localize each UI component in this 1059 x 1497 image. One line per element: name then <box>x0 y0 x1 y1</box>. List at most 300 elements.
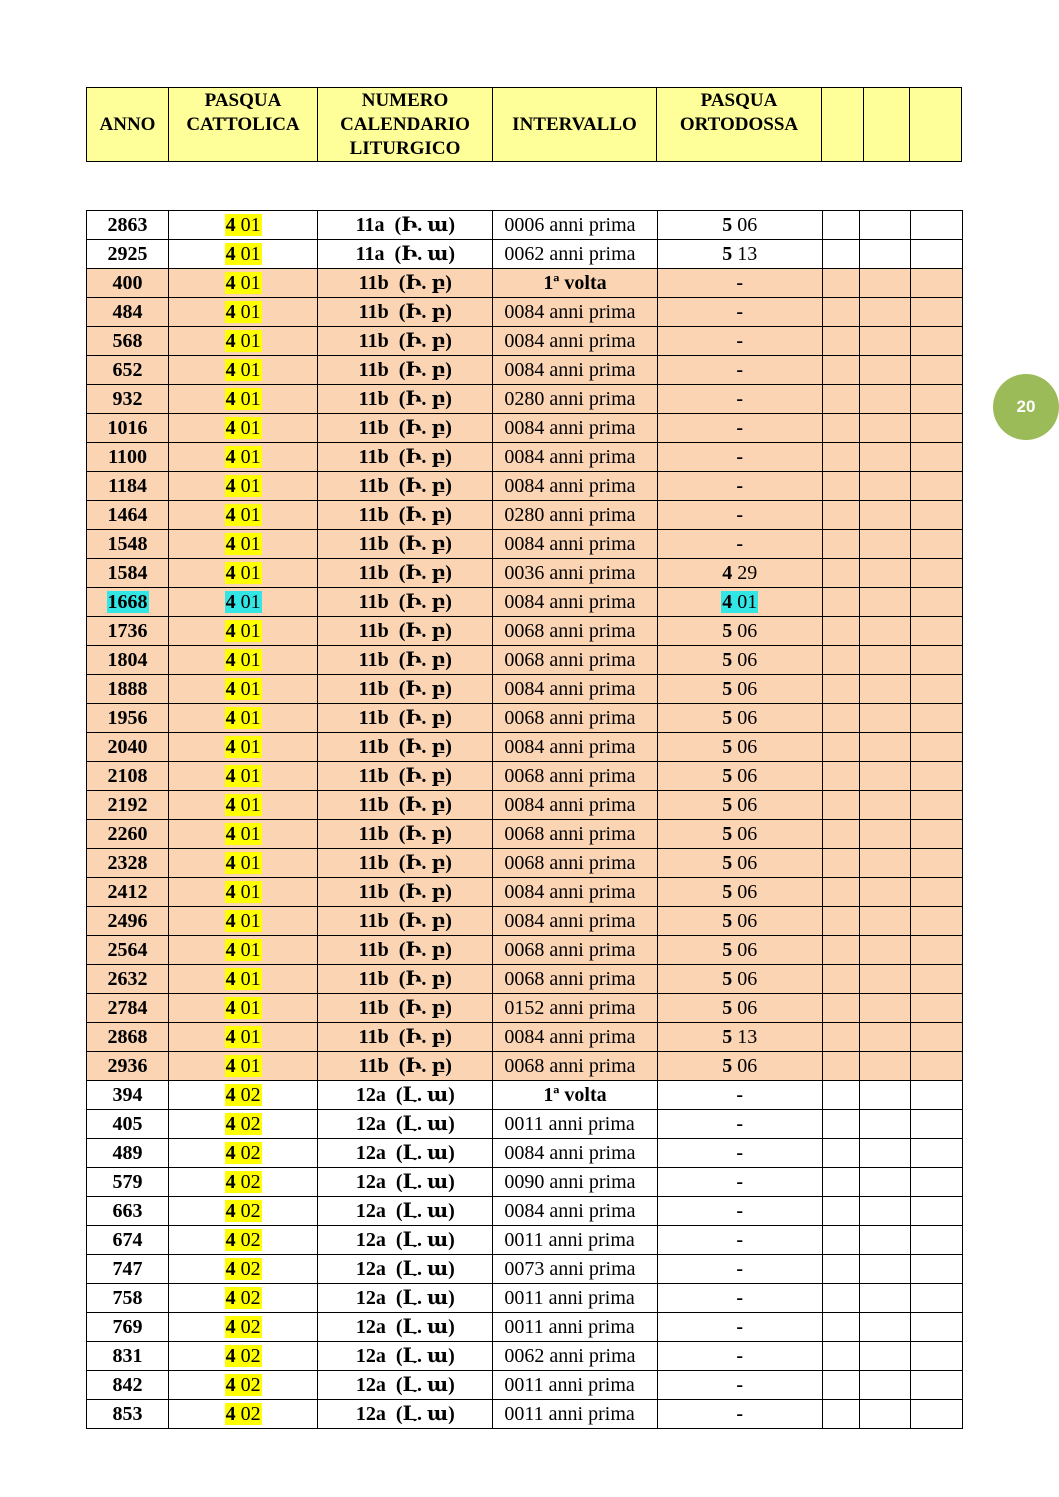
empty-cell <box>910 907 962 936</box>
pasqua-ortodossa-cell: 5 06 <box>657 878 822 907</box>
calendario-cell: 12a (Լ. ա) <box>318 1400 493 1429</box>
empty-cell <box>910 559 962 588</box>
empty-cell <box>859 1168 910 1197</box>
empty-cell <box>910 1081 962 1110</box>
intervallo-cell: 0068 anni prima <box>493 646 657 675</box>
empty-cell <box>910 1110 962 1139</box>
intervallo-cell: 0011 anni prima <box>493 1400 657 1429</box>
header-anno: ANNO <box>87 88 169 162</box>
anno-cell: 2108 <box>87 762 169 791</box>
pasqua-cattolica-cell: 4 01 <box>169 1052 318 1081</box>
pasqua-cattolica-cell: 4 01 <box>169 530 318 559</box>
anno-cell: 484 <box>87 298 169 327</box>
pasqua-cattolica-cell: 4 01 <box>169 791 318 820</box>
calendario-cell: 11b (Ի. բ) <box>318 762 493 791</box>
empty-cell <box>822 965 859 994</box>
table-row <box>87 1255 963 1284</box>
anno-cell: 394 <box>87 1081 169 1110</box>
empty-cell <box>910 356 962 385</box>
pasqua-ortodossa-cell: 5 13 <box>657 240 822 269</box>
header-numero-calendario: NUMERO CALENDARIO LITURGICO <box>318 88 493 162</box>
empty-cell <box>910 472 962 501</box>
calendario-cell: 11b (Ի. բ) <box>318 965 493 994</box>
empty-cell <box>859 617 910 646</box>
anno-cell: 758 <box>87 1284 169 1313</box>
empty-cell <box>822 849 859 878</box>
table-row <box>87 1139 963 1168</box>
pasqua-ortodossa-cell: 5 06 <box>657 907 822 936</box>
pasqua-ortodossa-cell: 5 06 <box>657 646 822 675</box>
anno-cell: 831 <box>87 1342 169 1371</box>
pasqua-ortodossa-cell: 5 06 <box>657 762 822 791</box>
empty-cell <box>822 994 859 1023</box>
empty-cell <box>822 646 859 675</box>
pasqua-ortodossa-cell: 5 06 <box>657 704 822 733</box>
empty-cell <box>910 588 962 617</box>
anno-cell: 674 <box>87 1226 169 1255</box>
header-intervallo: INTERVALLO <box>493 88 657 162</box>
pasqua-cattolica-cell: 4 01 <box>169 704 318 733</box>
anno-cell: 2936 <box>87 1052 169 1081</box>
intervallo-cell: 0068 anni prima <box>493 820 657 849</box>
calendario-cell: 11b (Ի. բ) <box>318 791 493 820</box>
empty-cell <box>822 211 859 240</box>
calendario-cell: 11b (Ի. բ) <box>318 936 493 965</box>
empty-cell <box>859 1139 910 1168</box>
header-pasqua-cattolica: PASQUA CATTOLICA <box>169 88 318 162</box>
pasqua-ortodossa-cell: 4 01 <box>657 588 822 617</box>
calendario-cell: 11b (Ի. բ) <box>318 733 493 762</box>
calendario-cell: 11b (Ի. բ) <box>318 849 493 878</box>
table-row <box>87 1400 963 1429</box>
table-row <box>87 791 963 820</box>
calendario-cell: 11b (Ի. բ) <box>318 994 493 1023</box>
anno-cell: 2192 <box>87 791 169 820</box>
intervallo-cell: 0011 anni prima <box>493 1313 657 1342</box>
intervallo-cell: 0068 anni prima <box>493 965 657 994</box>
calendario-cell: 11b (Ի. բ) <box>318 472 493 501</box>
pasqua-ortodossa-cell: - <box>657 501 822 530</box>
page-number-badge: 20 <box>993 374 1059 440</box>
empty-cell <box>859 269 910 298</box>
pasqua-ortodossa-cell: 5 06 <box>657 211 822 240</box>
table-row <box>87 1168 963 1197</box>
calendario-cell: 12a (Լ. ա) <box>318 1255 493 1284</box>
empty-cell <box>910 1168 962 1197</box>
pasqua-ortodossa-cell: 5 06 <box>657 965 822 994</box>
empty-cell <box>910 414 962 443</box>
pasqua-cattolica-cell: 4 02 <box>169 1168 318 1197</box>
empty-cell <box>822 269 859 298</box>
table-row <box>87 472 963 501</box>
pasqua-ortodossa-cell: 5 06 <box>657 733 822 762</box>
anno-cell: 2632 <box>87 965 169 994</box>
empty-cell <box>822 298 859 327</box>
anno-cell: 747 <box>87 1255 169 1284</box>
intervallo-cell: 0068 anni prima <box>493 617 657 646</box>
table-row <box>87 1284 963 1313</box>
empty-cell <box>910 820 962 849</box>
empty-cell <box>822 733 859 762</box>
calendario-cell: 11b (Ի. բ) <box>318 1052 493 1081</box>
table-row <box>87 1052 963 1081</box>
pasqua-cattolica-cell: 4 01 <box>169 356 318 385</box>
anno-cell: 2260 <box>87 820 169 849</box>
intervallo-cell: 0084 anni prima <box>493 907 657 936</box>
anno-cell: 932 <box>87 385 169 414</box>
empty-cell <box>859 704 910 733</box>
empty-cell <box>822 559 859 588</box>
intervallo-cell: 0084 anni prima <box>493 733 657 762</box>
pasqua-ortodossa-cell: - <box>657 1081 822 1110</box>
anno-cell: 1804 <box>87 646 169 675</box>
empty-cell <box>822 443 859 472</box>
empty-cell <box>859 1081 910 1110</box>
pasqua-ortodossa-cell: 5 06 <box>657 936 822 965</box>
empty-cell <box>859 994 910 1023</box>
pasqua-ortodossa-cell: - <box>657 1284 822 1313</box>
empty-cell <box>859 327 910 356</box>
pasqua-ortodossa-cell: - <box>657 269 822 298</box>
calendario-cell: 11b (Ի. բ) <box>318 298 493 327</box>
empty-cell <box>859 1197 910 1226</box>
table-row <box>87 1197 963 1226</box>
pasqua-cattolica-cell: 4 01 <box>169 385 318 414</box>
anno-cell: 2328 <box>87 849 169 878</box>
anno-cell: 1888 <box>87 675 169 704</box>
anno-cell: 2784 <box>87 994 169 1023</box>
pasqua-cattolica-cell: 4 01 <box>169 240 318 269</box>
pasqua-cattolica-cell: 4 01 <box>169 472 318 501</box>
intervallo-cell: 0084 anni prima <box>493 298 657 327</box>
empty-cell <box>822 1139 859 1168</box>
pasqua-cattolica-cell: 4 02 <box>169 1400 318 1429</box>
intervallo-cell: 0062 anni prima <box>493 240 657 269</box>
table-row <box>87 356 963 385</box>
anno-cell: 2925 <box>87 240 169 269</box>
pasqua-cattolica-cell: 4 01 <box>169 965 318 994</box>
anno-cell: 405 <box>87 1110 169 1139</box>
anno-cell: 1736 <box>87 617 169 646</box>
empty-cell <box>859 298 910 327</box>
calendario-cell: 11b (Ի. բ) <box>318 1023 493 1052</box>
empty-cell <box>910 530 962 559</box>
empty-cell <box>859 820 910 849</box>
pasqua-ortodossa-cell: - <box>657 414 822 443</box>
empty-cell <box>822 530 859 559</box>
header-pasqua-ortodossa: PASQUA ORTODOSSA <box>657 88 822 162</box>
table-row <box>87 327 963 356</box>
empty-cell <box>859 965 910 994</box>
empty-cell <box>822 240 859 269</box>
table-row <box>87 1023 963 1052</box>
intervallo-cell: 0068 anni prima <box>493 849 657 878</box>
table-row <box>87 298 963 327</box>
empty-cell <box>822 1255 859 1284</box>
pasqua-ortodossa-cell: - <box>657 298 822 327</box>
table-row <box>87 849 963 878</box>
pasqua-ortodossa-cell: - <box>657 1400 822 1429</box>
anno-cell: 2040 <box>87 733 169 762</box>
empty-cell <box>859 356 910 385</box>
empty-cell <box>910 994 962 1023</box>
pasqua-cattolica-cell: 4 02 <box>169 1139 318 1168</box>
empty-cell <box>859 1313 910 1342</box>
empty-cell <box>859 472 910 501</box>
table-row <box>87 240 963 269</box>
table-row <box>87 1371 963 1400</box>
calendario-cell: 12a (Լ. ա) <box>318 1168 493 1197</box>
calendario-cell: 12a (Լ. ա) <box>318 1313 493 1342</box>
intervallo-cell: 0073 anni prima <box>493 1255 657 1284</box>
table-row <box>87 617 963 646</box>
empty-cell <box>859 1342 910 1371</box>
intervallo-cell: 0011 anni prima <box>493 1110 657 1139</box>
calendario-cell: 12a (Լ. ա) <box>318 1081 493 1110</box>
table-row <box>87 762 963 791</box>
anno-cell: 853 <box>87 1400 169 1429</box>
pasqua-ortodossa-cell: - <box>657 1168 822 1197</box>
easter-table <box>86 210 963 1429</box>
calendario-cell: 11b (Ի. բ) <box>318 588 493 617</box>
pasqua-cattolica-cell: 4 01 <box>169 878 318 907</box>
pasqua-ortodossa-cell: 5 06 <box>657 675 822 704</box>
empty-cell <box>822 907 859 936</box>
table-row <box>87 965 963 994</box>
pasqua-ortodossa-cell: - <box>657 1342 822 1371</box>
calendario-cell: 12a (Լ. ա) <box>318 1284 493 1313</box>
empty-cell <box>859 907 910 936</box>
calendario-cell: 11b (Ի. բ) <box>318 385 493 414</box>
empty-cell <box>910 1313 962 1342</box>
anno-cell: 579 <box>87 1168 169 1197</box>
empty-cell <box>822 936 859 965</box>
pasqua-ortodossa-cell: - <box>657 1139 822 1168</box>
empty-cell <box>859 414 910 443</box>
empty-cell <box>822 356 859 385</box>
pasqua-cattolica-cell: 4 01 <box>169 646 318 675</box>
intervallo-cell: 0084 anni prima <box>493 327 657 356</box>
empty-cell <box>910 1400 962 1429</box>
empty-cell <box>910 1255 962 1284</box>
intervallo-cell: 0084 anni prima <box>493 1023 657 1052</box>
intervallo-cell: 0084 anni prima <box>493 443 657 472</box>
empty-cell <box>910 965 962 994</box>
anno-cell: 400 <box>87 269 169 298</box>
empty-cell <box>859 849 910 878</box>
empty-cell <box>910 849 962 878</box>
pasqua-cattolica-cell: 4 01 <box>169 820 318 849</box>
empty-cell <box>822 1081 859 1110</box>
table-row <box>87 820 963 849</box>
empty-cell <box>910 733 962 762</box>
empty-cell <box>910 704 962 733</box>
pasqua-cattolica-cell: 4 01 <box>169 907 318 936</box>
empty-cell <box>822 1371 859 1400</box>
pasqua-cattolica-cell: 4 01 <box>169 414 318 443</box>
intervallo-cell: 0068 anni prima <box>493 762 657 791</box>
intervallo-cell: 0084 anni prima <box>493 530 657 559</box>
anno-cell: 2412 <box>87 878 169 907</box>
anno-cell: 568 <box>87 327 169 356</box>
table-row <box>87 675 963 704</box>
table-row <box>87 704 963 733</box>
pasqua-cattolica-cell: 4 02 <box>169 1197 318 1226</box>
pasqua-cattolica-cell: 4 01 <box>169 617 318 646</box>
calendario-cell: 11a (Ի. ա) <box>318 240 493 269</box>
table-row <box>87 733 963 762</box>
table-row <box>87 1342 963 1371</box>
empty-cell <box>859 791 910 820</box>
empty-cell <box>822 472 859 501</box>
empty-cell <box>910 1052 962 1081</box>
empty-cell <box>910 878 962 907</box>
table-row <box>87 936 963 965</box>
empty-cell <box>910 1342 962 1371</box>
pasqua-ortodossa-cell: - <box>657 1197 822 1226</box>
table-row <box>87 269 963 298</box>
table-row <box>87 211 963 240</box>
empty-cell <box>822 675 859 704</box>
table-row <box>87 1226 963 1255</box>
empty-cell <box>859 443 910 472</box>
empty-cell <box>859 240 910 269</box>
empty-cell <box>910 791 962 820</box>
empty-cell <box>910 762 962 791</box>
calendario-cell: 12a (Լ. ա) <box>318 1110 493 1139</box>
header-table <box>86 87 962 162</box>
pasqua-ortodossa-cell: - <box>657 530 822 559</box>
pasqua-cattolica-cell: 4 01 <box>169 1023 318 1052</box>
anno-cell: 1584 <box>87 559 169 588</box>
empty-cell <box>822 1284 859 1313</box>
empty-cell <box>822 501 859 530</box>
pasqua-cattolica-cell: 4 02 <box>169 1226 318 1255</box>
empty-cell <box>910 327 962 356</box>
empty-cell <box>822 1400 859 1429</box>
pasqua-ortodossa-cell: 5 06 <box>657 617 822 646</box>
pasqua-ortodossa-cell: - <box>657 1226 822 1255</box>
table-row <box>87 501 963 530</box>
empty-cell <box>859 385 910 414</box>
empty-cell <box>822 1168 859 1197</box>
intervallo-cell: 0068 anni prima <box>493 704 657 733</box>
intervallo-cell: 1ª volta <box>493 1081 657 1110</box>
pasqua-ortodossa-cell: 5 06 <box>657 1052 822 1081</box>
empty-cell <box>822 385 859 414</box>
pasqua-cattolica-cell: 4 02 <box>169 1342 318 1371</box>
empty-cell <box>859 762 910 791</box>
empty-cell <box>859 530 910 559</box>
empty-cell <box>910 269 962 298</box>
pasqua-cattolica-cell: 4 02 <box>169 1371 318 1400</box>
empty-cell <box>910 617 962 646</box>
empty-cell <box>822 820 859 849</box>
intervallo-cell: 0068 anni prima <box>493 1052 657 1081</box>
calendario-cell: 12a (Լ. ա) <box>318 1371 493 1400</box>
anno-cell: 1464 <box>87 501 169 530</box>
empty-cell <box>822 791 859 820</box>
pasqua-cattolica-cell: 4 01 <box>169 269 318 298</box>
table-row <box>87 1313 963 1342</box>
pasqua-cattolica-cell: 4 01 <box>169 994 318 1023</box>
calendario-cell: 11b (Ի. բ) <box>318 356 493 385</box>
intervallo-cell: 0011 anni prima <box>493 1284 657 1313</box>
empty-cell <box>910 1023 962 1052</box>
table-row <box>87 1110 963 1139</box>
empty-cell <box>859 675 910 704</box>
pasqua-cattolica-cell: 4 01 <box>169 443 318 472</box>
empty-cell <box>859 878 910 907</box>
pasqua-cattolica-cell: 4 02 <box>169 1081 318 1110</box>
empty-cell <box>859 1400 910 1429</box>
intervallo-cell: 0084 anni prima <box>493 878 657 907</box>
empty-cell <box>910 1284 962 1313</box>
pasqua-cattolica-cell: 4 02 <box>169 1255 318 1284</box>
anno-cell: 769 <box>87 1313 169 1342</box>
pasqua-ortodossa-cell: 5 06 <box>657 791 822 820</box>
anno-cell: 1548 <box>87 530 169 559</box>
pasqua-cattolica-cell: 4 01 <box>169 733 318 762</box>
empty-cell <box>822 1052 859 1081</box>
empty-cell <box>910 936 962 965</box>
empty-cell <box>859 1226 910 1255</box>
empty-cell <box>910 385 962 414</box>
empty-cell <box>910 501 962 530</box>
calendario-cell: 12a (Լ. ա) <box>318 1226 493 1255</box>
empty-cell <box>822 1313 859 1342</box>
header-row <box>87 88 962 162</box>
header-empty-2 <box>864 88 910 162</box>
table-row <box>87 443 963 472</box>
pasqua-ortodossa-cell: 5 06 <box>657 820 822 849</box>
intervallo-cell: 0090 anni prima <box>493 1168 657 1197</box>
empty-cell <box>910 675 962 704</box>
empty-cell <box>822 1197 859 1226</box>
empty-cell <box>859 1371 910 1400</box>
anno-cell: 2496 <box>87 907 169 936</box>
intervallo-cell: 0068 anni prima <box>493 936 657 965</box>
intervallo-cell: 0062 anni prima <box>493 1342 657 1371</box>
anno-cell: 652 <box>87 356 169 385</box>
empty-cell <box>910 240 962 269</box>
empty-cell <box>822 878 859 907</box>
empty-cell <box>822 327 859 356</box>
table-row <box>87 588 963 617</box>
anno-cell: 2564 <box>87 936 169 965</box>
header-empty-1 <box>822 88 864 162</box>
calendario-cell: 12a (Լ. ա) <box>318 1342 493 1371</box>
pasqua-ortodossa-cell: 5 13 <box>657 1023 822 1052</box>
intervallo-cell: 0084 anni prima <box>493 356 657 385</box>
pasqua-cattolica-cell: 4 01 <box>169 298 318 327</box>
intervallo-cell: 0084 anni prima <box>493 588 657 617</box>
anno-cell: 1184 <box>87 472 169 501</box>
intervallo-cell: 0084 anni prima <box>493 1139 657 1168</box>
empty-cell <box>859 559 910 588</box>
empty-cell <box>859 1255 910 1284</box>
anno-cell: 1100 <box>87 443 169 472</box>
table-row <box>87 385 963 414</box>
empty-cell <box>859 646 910 675</box>
empty-cell <box>910 298 962 327</box>
empty-cell <box>822 617 859 646</box>
intervallo-cell: 0152 anni prima <box>493 994 657 1023</box>
pasqua-cattolica-cell: 4 01 <box>169 936 318 965</box>
pasqua-cattolica-cell: 4 02 <box>169 1284 318 1313</box>
calendario-cell: 11b (Ի. բ) <box>318 501 493 530</box>
empty-cell <box>859 588 910 617</box>
